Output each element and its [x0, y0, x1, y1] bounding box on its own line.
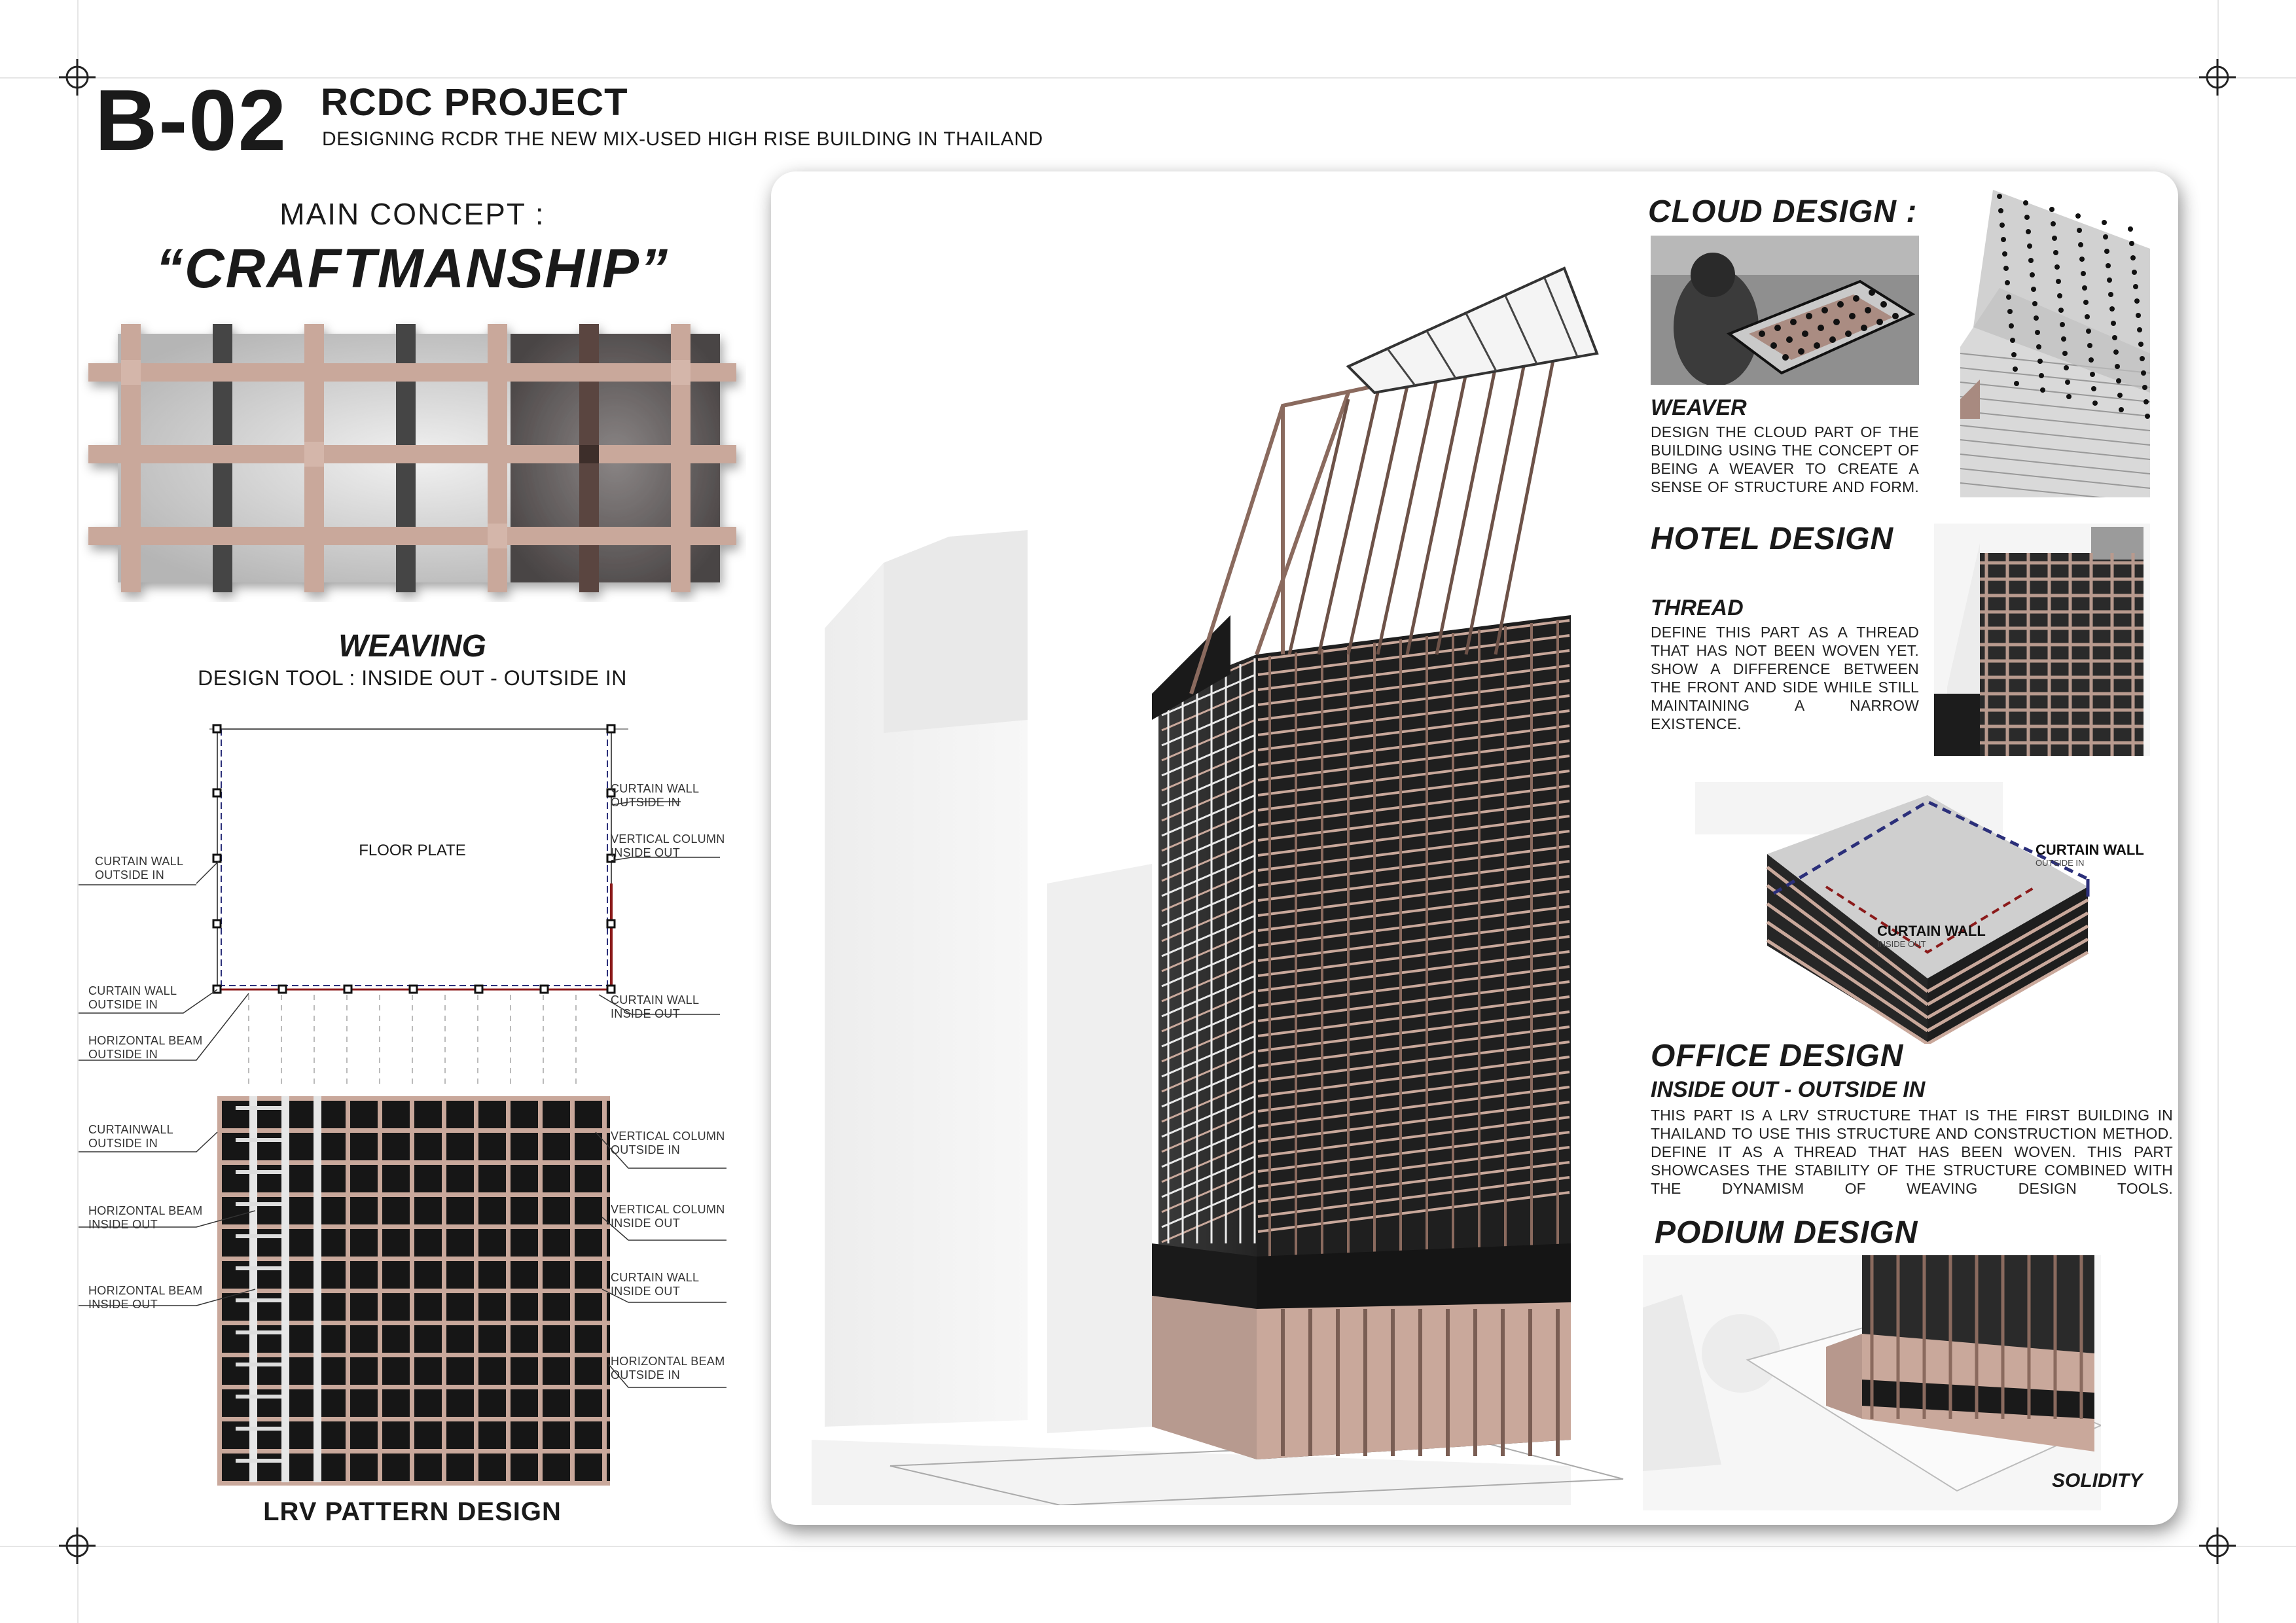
- cloud-dot: [2133, 284, 2138, 289]
- label-vertical-column-inside-out: VERTICAL COLUMN INSIDE OUT: [611, 832, 725, 859]
- weave-dot: [1806, 313, 1812, 319]
- cloud-dot: [2036, 344, 2041, 349]
- registration-mark-icon: [2199, 1527, 2236, 1564]
- cloud-dot: [2083, 300, 2089, 305]
- cloud-dot: [2116, 378, 2121, 383]
- structure-line: [1407, 373, 1466, 654]
- registration-mark-icon: [59, 59, 96, 96]
- cloud-description: DESIGN THE CLOUD PART OF THE BUILDING USING THE CONCEPT OF BEING A WEAVER TO CREATE A SENSE OF STRUCTURE AND FORM.: [1651, 423, 1919, 495]
- label-curtain-wall-inside-out: CURTAIN WALL INSIDE OUT: [611, 993, 700, 1020]
- weave-dot: [1892, 313, 1899, 319]
- lrv-column: [506, 1096, 511, 1482]
- cloud-dot: [2138, 342, 2144, 347]
- lrv-column: [410, 1096, 414, 1482]
- cloud-dot: [2035, 330, 2040, 335]
- cloud-dot: [2107, 277, 2112, 283]
- lrv-pattern-title: LRV PATTERN DESIGN: [263, 1497, 562, 1526]
- trim-line: [2217, 0, 2219, 1623]
- structure-line: [1289, 399, 1348, 654]
- cloud-dot: [2081, 271, 2086, 276]
- lrv-mullion: [236, 1234, 281, 1238]
- cloud-dot: [2134, 298, 2140, 304]
- cloud-design-render: [1954, 183, 2157, 497]
- cloud-dot: [2065, 380, 2070, 385]
- cloud-dot: [2023, 200, 2028, 205]
- weave-dot: [1876, 319, 1883, 325]
- structure-line: [1378, 380, 1437, 654]
- cloud-dot: [2117, 393, 2123, 398]
- cloud-dot: [2010, 338, 2015, 343]
- cloud-dot: [2128, 226, 2133, 232]
- lrv-mullion: [236, 1202, 281, 1206]
- weave-dot: [1782, 354, 1789, 361]
- lrv-mullion: [236, 1170, 281, 1174]
- weave-dot: [1786, 336, 1793, 343]
- cloud-dot: [2104, 249, 2109, 254]
- lrv-column: [538, 1096, 543, 1482]
- trim-line: [0, 1546, 2296, 1547]
- main-concept-label: MAIN CONCEPT :: [279, 197, 545, 231]
- cloud-dot: [2011, 352, 2017, 357]
- cloud-dot: [2031, 287, 2036, 292]
- weave-dot: [1880, 301, 1887, 308]
- curtain-wall-outside-in-callout: CURTAIN WALL OUTSIDE IN: [2036, 842, 2144, 868]
- podium-design-render: [1643, 1255, 2101, 1510]
- cloud-dot: [2037, 359, 2043, 364]
- cloud-dot: [2000, 223, 2005, 228]
- cloud-dot: [2064, 365, 2069, 370]
- weave-dot: [1818, 325, 1824, 331]
- structure-line: [1496, 353, 1554, 654]
- cloud-dot: [1998, 208, 2003, 213]
- cloud-dot: [2014, 381, 2019, 386]
- lrv-mullion: [236, 1266, 281, 1270]
- cloud-dot: [2129, 241, 2134, 246]
- weave-dot: [1845, 330, 1852, 337]
- structure-line: [1348, 386, 1407, 654]
- weave-dot: [1865, 307, 1871, 313]
- label-curtainwall-outside-in: CURTAINWALL OUTSIDE IN: [88, 1123, 173, 1150]
- label-horizontal-beam-inside-out: HORIZONTAL BEAM INSIDE OUT: [88, 1204, 203, 1231]
- cloud-dot: [2103, 234, 2108, 240]
- weaving-grid-illustration: [79, 314, 746, 602]
- label-curtain-wall-outside-in: CURTAIN WALL OUTSIDE IN: [611, 782, 700, 809]
- cloud-dot: [2102, 220, 2107, 225]
- hotel-design-render: [1934, 524, 2150, 756]
- hotel-description: DEFINE THIS PART AS A THREAD THAT HAS NOT BEEN WOVEN YET. SHOW A DIFFERENCE BETWEEN THE FRONT AND SIDE WHILE STILL MAINTAINING A NARROW EXISTENCE.: [1651, 624, 1919, 732]
- cloud-dot: [2028, 258, 2034, 263]
- curtain-wall-inside-out-callout: CURTAIN WALL INSIDE OUT: [1877, 923, 1986, 949]
- cloud-dot: [2057, 293, 2062, 298]
- cloud-dot: [2049, 207, 2054, 212]
- cloud-dot: [2026, 229, 2031, 234]
- cloud-dot: [2145, 414, 2150, 419]
- curtain-wall-diagram: [1695, 782, 2127, 1044]
- lrv-mullion: [236, 1138, 281, 1142]
- lrv-column: [378, 1096, 382, 1482]
- lrv-mullion: [236, 1106, 281, 1110]
- cloud-dot: [2054, 264, 2060, 270]
- cloud-dot: [2051, 221, 2056, 226]
- weave-dot: [1833, 319, 1840, 325]
- podium-caption: SOLIDITY: [2052, 1470, 2143, 1491]
- cloud-dot: [2089, 357, 2094, 363]
- label-horizontal-beam-outside-in: HORIZONTAL BEAM OUTSIDE IN: [611, 1355, 725, 1382]
- cloud-dot: [2058, 308, 2064, 313]
- hotel-design-title: HOTEL DESIGN: [1651, 522, 1894, 556]
- cloud-dot: [2034, 315, 2039, 321]
- lrv-column: [249, 1096, 257, 1482]
- cloud-dot: [2060, 322, 2065, 327]
- weave-dot: [1849, 313, 1856, 319]
- cloud-dot: [2027, 243, 2032, 249]
- cloud-dot: [2024, 215, 2030, 220]
- cloud-dot: [2009, 323, 2014, 329]
- label-curtain-wall-inside-out: CURTAIN WALL INSIDE OUT: [611, 1271, 700, 1298]
- lrv-mullion: [236, 1330, 281, 1334]
- lrv-mullion: [236, 1427, 281, 1431]
- cloud-dot: [2092, 401, 2098, 406]
- lrv-mullion: [236, 1363, 281, 1366]
- weave-dot: [1790, 319, 1797, 325]
- lrv-mullion: [236, 1298, 281, 1302]
- cloud-dot: [2062, 351, 2068, 356]
- cloud-dot: [2006, 294, 2011, 300]
- structure-line: [1437, 366, 1496, 654]
- cloud-dot: [2002, 251, 2007, 257]
- cloud-dot: [2109, 306, 2115, 312]
- cloud-dot: [2066, 394, 2072, 399]
- cloud-dot: [2137, 327, 2142, 332]
- cloud-dot: [2007, 309, 2013, 314]
- structure-line: [1319, 393, 1378, 654]
- lrv-column: [281, 1096, 289, 1482]
- floor-plate-diagram: [79, 720, 746, 1086]
- lrv-column: [570, 1096, 575, 1482]
- cloud-dot: [2052, 236, 2057, 241]
- project-subtitle: DESIGNING RCDR THE NEW MIX-USED HIGH RISE BUILDING IN THAILAND: [322, 128, 1043, 150]
- weaver-photo: [1651, 236, 1919, 385]
- cloud-dot: [2132, 270, 2137, 275]
- cloud-dot: [2075, 213, 2081, 219]
- trim-line: [0, 77, 2296, 79]
- cloud-dot: [2136, 313, 2141, 318]
- cloud-dot: [1997, 194, 2002, 199]
- cloud-dot: [2085, 314, 2090, 319]
- tower-render: [785, 196, 1656, 1505]
- cloud-dot: [2113, 349, 2119, 355]
- cloud-dot: [2061, 336, 2066, 342]
- cloud-dot: [2032, 301, 2037, 306]
- lrv-column: [474, 1096, 478, 1482]
- weaving-subtitle: DESIGN TOOL : INSIDE OUT - OUTSIDE IN: [198, 666, 627, 690]
- weave-dot: [1814, 342, 1820, 349]
- lrv-column: [346, 1096, 350, 1482]
- weave-dot: [1861, 325, 1867, 331]
- structure-line: [1466, 360, 1525, 654]
- podium-design-title: PODIUM DESIGN: [1655, 1215, 1918, 1250]
- label-curtain-wall-outside-in: CURTAIN WALL OUTSIDE IN: [88, 984, 177, 1011]
- main-concept-title: “CRAFTMANSHIP”: [156, 238, 669, 299]
- cloud-dot: [2140, 356, 2145, 361]
- cloud-dot: [2030, 272, 2035, 277]
- thread-subtitle: THREAD: [1651, 596, 1744, 620]
- cloud-dot: [2108, 292, 2113, 297]
- cloud-dot: [2056, 279, 2061, 284]
- office-design-title: OFFICE DESIGN: [1651, 1039, 1904, 1073]
- cloud-dot: [2077, 228, 2082, 233]
- weave-dot: [1798, 348, 1804, 355]
- cloud-dot: [2082, 285, 2087, 291]
- weave-dot: [1802, 330, 1808, 337]
- weave-dot: [1837, 301, 1844, 308]
- weaver-subtitle: WEAVER: [1651, 395, 1747, 420]
- registration-mark-icon: [2199, 59, 2236, 96]
- cloud-dot: [2091, 386, 2096, 391]
- cloud-dot: [2001, 237, 2006, 242]
- cloud-dot: [2078, 242, 2083, 247]
- label-horizontal-beam-outside-in: HORIZONTAL BEAM OUTSIDE IN: [88, 1034, 203, 1061]
- weave-dot: [1774, 325, 1781, 331]
- office-description: THIS PART IS A LRV STRUCTURE THAT IS THE FIRST BUILDING IN THAILAND TO USE THIS STRUCTURE AND CONSTRUCTION METHOD. DEFINE IT AS A THREAD THAT HAS BEEN WOVEN. THIS PART SHOWCASES THE STABILITY OF THE STRUCTURE COMBINED WITH THE DYNAMISM OF WEAVING DESIGN TOOLS.: [1651, 1107, 2173, 1197]
- cloud-dot: [2119, 407, 2124, 412]
- cloud-dot: [2040, 387, 2045, 393]
- cloud-dot: [2142, 385, 2147, 390]
- lrv-column: [314, 1096, 321, 1482]
- weave-dot: [1821, 307, 1828, 313]
- cloud-dot: [2144, 399, 2149, 404]
- label-vertical-column-outside-in: VERTICAL COLUMN OUTSIDE IN: [611, 1130, 725, 1156]
- lrv-column: [217, 1096, 222, 1482]
- cloud-dot: [2112, 335, 2117, 340]
- lrv-mullion: [236, 1459, 281, 1463]
- cloud-dot: [2141, 370, 2146, 376]
- label-horizontal-beam-inside-out: HORIZONTAL BEAM INSIDE OUT: [88, 1284, 203, 1311]
- cloud-dot: [2003, 266, 2009, 271]
- cloud-dot: [2130, 255, 2136, 260]
- label-vertical-column-inside-out: VERTICAL COLUMN INSIDE OUT: [611, 1203, 725, 1230]
- weave-dot: [1759, 330, 1765, 337]
- registration-mark-icon: [59, 1527, 96, 1564]
- cloud-dot: [2115, 364, 2120, 369]
- cloud-dot: [2111, 321, 2116, 326]
- weave-dot: [1853, 295, 1859, 302]
- cloud-dot: [2079, 257, 2085, 262]
- cloud-dot: [2013, 366, 2018, 372]
- cloud-dot: [2086, 329, 2091, 334]
- project-title: RCDC PROJECT: [321, 81, 628, 124]
- cloud-dot: [2005, 280, 2010, 285]
- sheet-code: B-02: [95, 72, 288, 168]
- cloud-dot: [2039, 373, 2044, 378]
- cloud-dot: [2090, 372, 2095, 377]
- lrv-column: [442, 1096, 446, 1482]
- floor-plate-label: FLOOR PLATE: [359, 842, 466, 859]
- lrv-mullion: [236, 1395, 281, 1399]
- weave-dot: [1829, 336, 1836, 343]
- cloud-dot: [2053, 250, 2058, 255]
- weave-dot: [1770, 342, 1777, 349]
- cloud-dot: [2106, 263, 2111, 268]
- cloud-design-title: CLOUD DESIGN :: [1648, 194, 1918, 229]
- weaving-title: WEAVING: [338, 629, 486, 664]
- cloud-dot: [2087, 343, 2092, 348]
- office-subtitle: INSIDE OUT - OUTSIDE IN: [1651, 1077, 1926, 1102]
- label-curtain-wall-outside-in: CURTAIN WALL OUTSIDE IN: [95, 855, 184, 882]
- weave-dot: [1869, 289, 1875, 296]
